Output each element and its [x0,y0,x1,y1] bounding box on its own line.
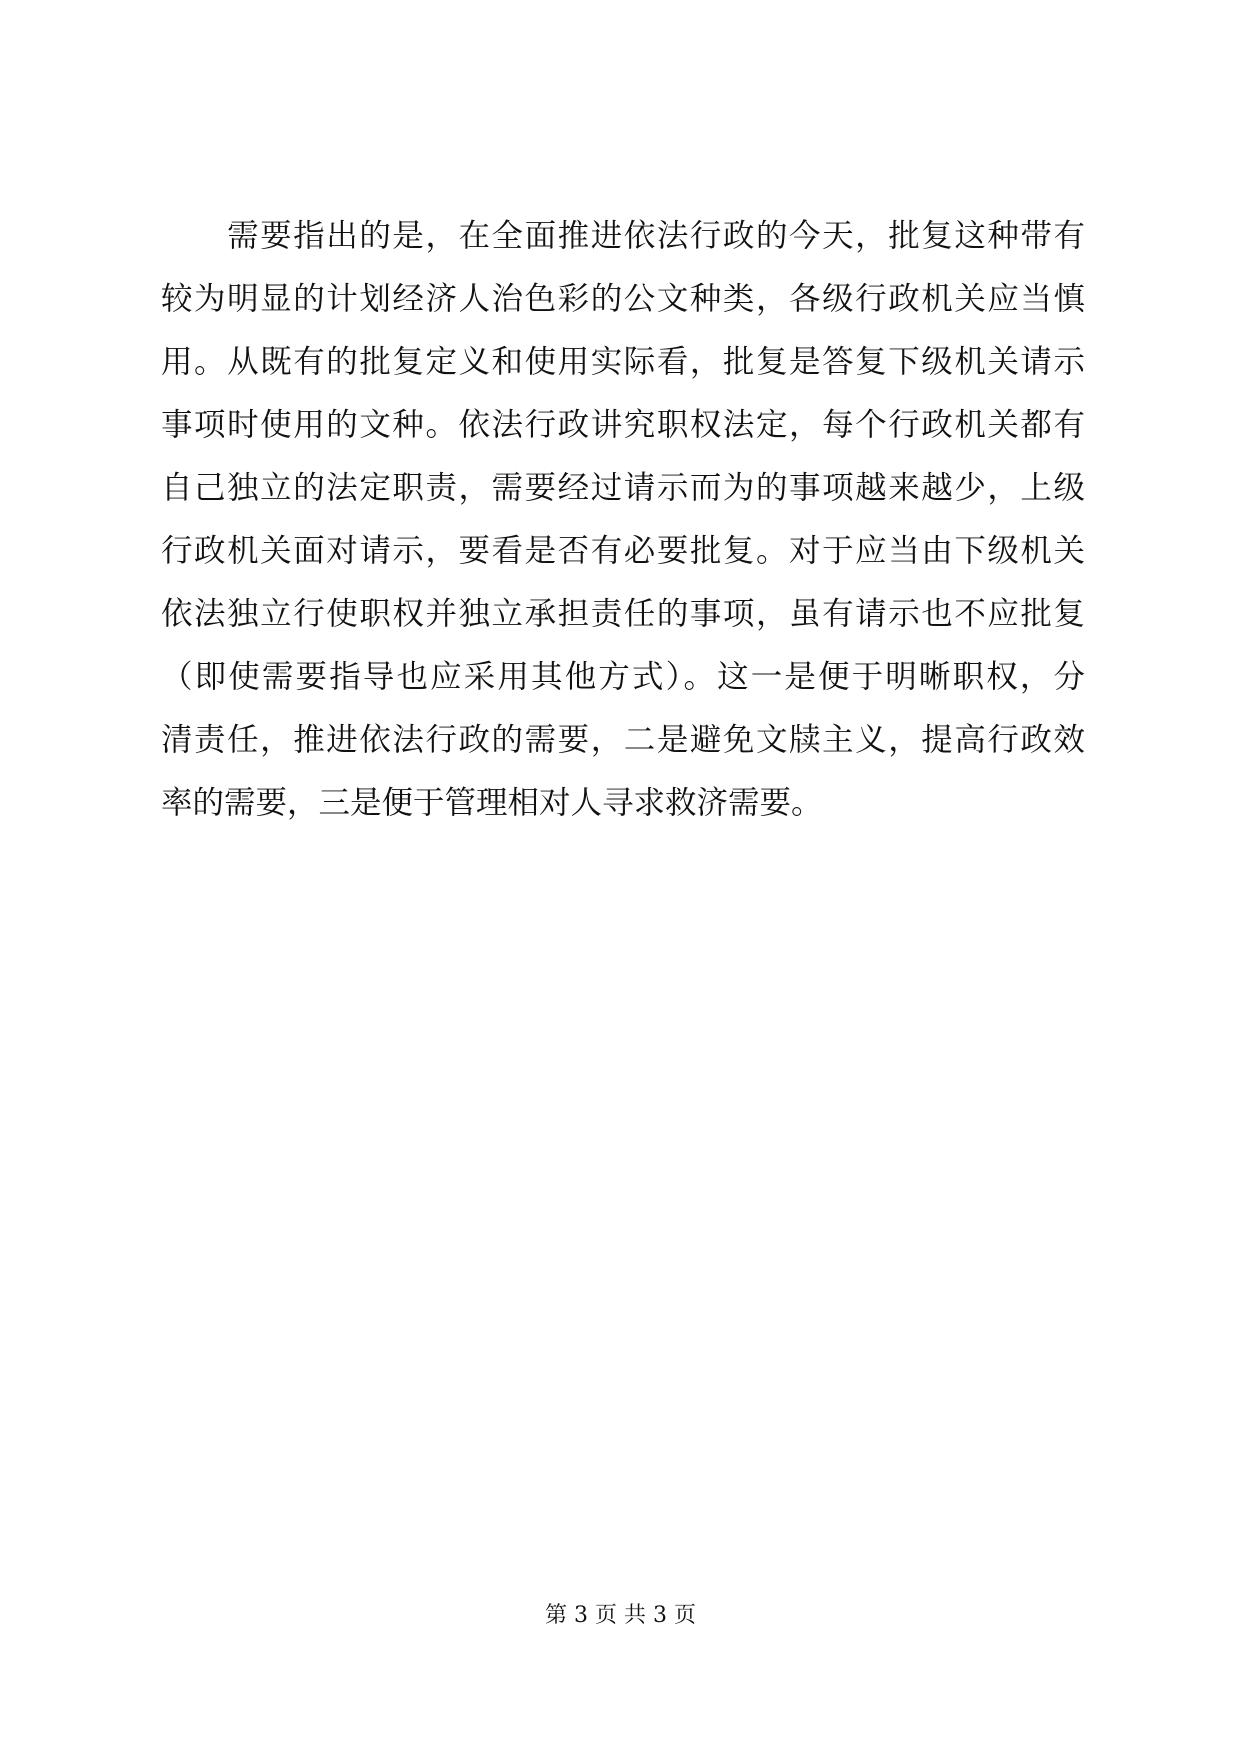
paragraph-line: 事项时使用的文种。依法行政讲究职权法定，每个行政机关都有 [161,407,1085,443]
body-paragraph [161,205,1085,835]
paragraph-line: 自己独立的法定职责，需要经过请示而为的事项越来越少，上级 [161,470,1085,506]
page-number-footer: 第 3 页 共 3 页 [545,1603,696,1628]
paragraph-line: （即使需要指导也应采用其他方式）。这一是便于明晰职权，分 [161,659,1085,695]
paragraph-line: 依法独立行使职权并独立承担责任的事项，虽有请示也不应批复 [161,596,1085,632]
paragraph-line: 行政机关面对请示，要看是否有必要批复。对于应当由下级机关 [161,533,1085,569]
paragraph-line: 用。从既有的批复定义和使用实际看，批复是答复下级机关请示 [161,344,1085,380]
paragraph-line: 清责任，推进依法行政的需要，二是避免文牍主义，提高行政效 [161,722,1085,758]
paragraph-line: 需要指出的是，在全面推进依法行政的今天，批复这种带有 [161,218,1085,254]
paragraph-line: 较为明显的计划经济人治色彩的公文种类，各级行政机关应当慎 [161,281,1085,317]
paragraph-line: 率的需要，三是便于管理相对人寻求救济需要。 [161,785,823,821]
